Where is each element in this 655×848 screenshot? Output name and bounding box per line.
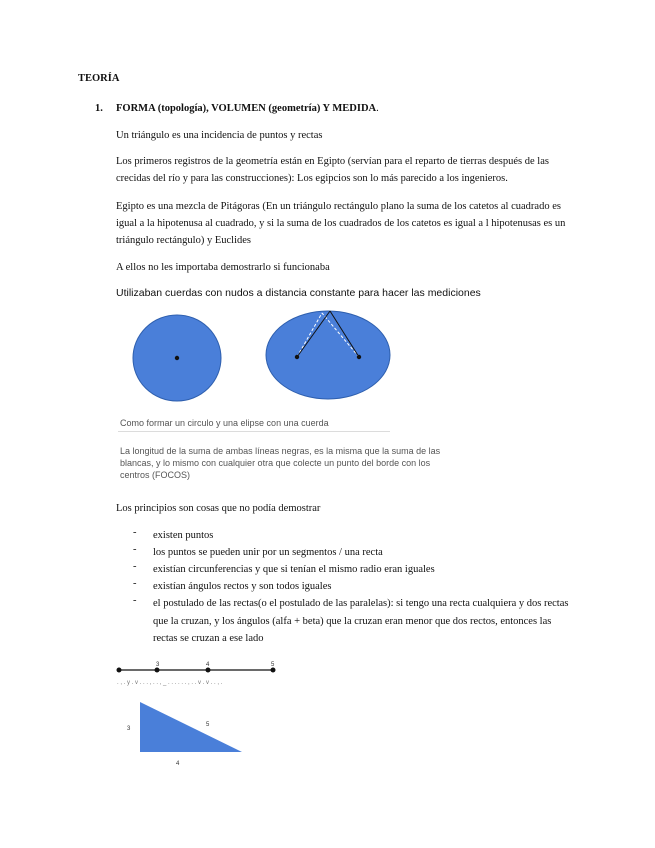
figure-note-line-2: blancas, y lo mismo con cualquier otra que colecte un punto del borde con los: [120, 458, 431, 468]
principle-item: los puntos se pueden unir por un segmentos / una recta: [153, 547, 383, 558]
ellipse-shape: [266, 311, 390, 399]
figure-caption: Como formar un circulo y una elipse con una cuerda: [120, 418, 329, 428]
rope-knot: [117, 668, 122, 673]
section-title: [116, 100, 379, 117]
rope-tick-label: 4: [206, 662, 210, 668]
principles-intro: Los principios son cosas que no podía demostrar: [116, 503, 321, 514]
ellipse-focus-right: [357, 355, 361, 359]
paragraph-2-line-1: Los primeros registros de la geometría están en Egipto (servían para el reparto de tierras después de las: [116, 156, 549, 167]
principle-item-continuation: que la cruzan, y los ángulos (alfa + beta) que la cruzan eran menor que dos rectos, entonces las: [153, 616, 552, 627]
triangle-side-label: 4: [176, 761, 180, 767]
principle-item: existían ángulos rectos y son todos iguales: [153, 581, 332, 592]
bullet: -: [133, 544, 137, 555]
section-title-end: .: [376, 103, 379, 114]
knotted-rope-figure: [113, 658, 283, 692]
bullet: -: [133, 578, 137, 589]
bullet: -: [133, 561, 137, 572]
page-heading: TEORÍA: [78, 73, 120, 84]
paragraph-3-line-3: triángulo rectángulo) y Euclides: [116, 235, 251, 246]
figure-note-line-3: centros (FOCOS): [120, 470, 191, 480]
rope-knot: [206, 668, 211, 673]
bullet: -: [133, 527, 137, 538]
rope-tick-label: 5: [271, 662, 275, 668]
principle-item: el postulado de las rectas(o el postulado de las paralelas): si tengo una recta cualquiera y dos rectas: [153, 598, 569, 609]
right-triangle-shape: [140, 702, 242, 752]
caption-divider: [118, 431, 390, 432]
rope-knot: [271, 668, 276, 673]
rope-knot-marks: . , . y . v . . . , . . , _ . . . . . . , . . v . v . . , .: [117, 680, 223, 686]
circle-center-dot: [175, 356, 179, 360]
figure-note-line-1: La longitud de la suma de ambas líneas negras, es la misma que la suma de las: [120, 446, 441, 456]
rope-knot: [155, 668, 160, 673]
paragraph-5: Utilizaban cuerdas con nudos a distancia constante para hacer las mediciones: [116, 287, 481, 299]
section-number: 1.: [95, 103, 103, 114]
right-triangle-figure: [118, 696, 258, 768]
paragraph-4: A ellos no les importaba demostrarlo si funcionaba: [116, 262, 330, 273]
ellipse-focus-left: [295, 355, 299, 359]
section-title-text: FORMA (topología), VOLUMEN (geometría) Y MEDIDA: [116, 103, 377, 114]
triangle-side-label: 5: [206, 722, 210, 728]
paragraph-1: Un triángulo es una incidencia de puntos y rectas: [116, 130, 323, 141]
principle-item: existen puntos: [153, 530, 214, 541]
bullet: -: [133, 595, 137, 606]
rope-tick-label: 3: [156, 662, 160, 668]
paragraph-3-line-2: igual a la hipotenusa al cuadrado, y si la suma de los cuadrados de los catetos es igual a l hipotenusas es un: [116, 218, 566, 229]
paragraph-3-line-1: Egipto es una mezcla de Pitágoras (En un triángulo rectángulo plano la suma de los catetos al cuadrado es: [116, 201, 561, 212]
paragraph-2-line-2: crecidas del río y para las construcciones): Los egipcios son lo más parecido a los ingenieros.: [116, 173, 508, 184]
principle-item: existían circunferencias y que si tenían el mismo radio eran iguales: [153, 564, 435, 575]
principle-item-continuation: rectas se cruzan a ese lado: [153, 633, 264, 644]
circle-ellipse-figure: [125, 305, 455, 415]
triangle-side-label: 3: [127, 726, 131, 732]
